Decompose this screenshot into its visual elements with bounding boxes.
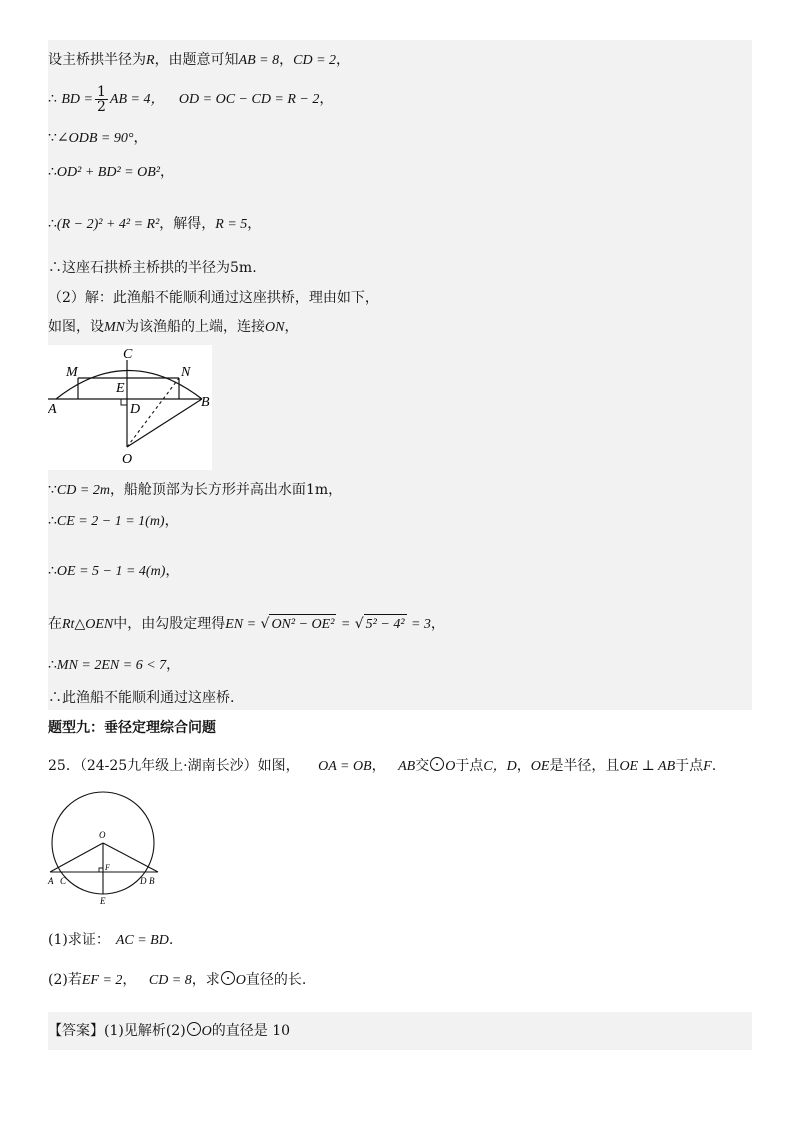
solution-line-5 [48, 214, 261, 235]
because: ∵ [48, 130, 57, 146]
math-1m: 1m [305, 482, 329, 498]
text: (2)若 [48, 972, 82, 988]
math-mn: MN = 2EN = 6 < 7 [56, 658, 167, 673]
text: . [168, 932, 174, 948]
math-ab: AB = 8 [238, 53, 280, 68]
math-bd: BD = [61, 92, 93, 107]
text: ， [319, 91, 334, 107]
sqrt-expr-2: 5² − 4² [364, 614, 407, 635]
math-triangle: Rt△OEN [62, 617, 114, 632]
text: . [252, 260, 257, 276]
circle-dot-icon [187, 1022, 201, 1036]
text: ， [159, 164, 174, 180]
fraction-half [95, 85, 108, 114]
label-m: M [66, 365, 78, 380]
math-cd: CD = 2 [293, 53, 337, 68]
text: . [711, 758, 717, 774]
frac-num: 1 [96, 83, 106, 100]
math-od: OD = OC − CD = R − 2 [178, 92, 320, 107]
solution-line-8 [48, 317, 298, 338]
therefore: ∴ [48, 657, 57, 673]
math-ac-bd: AC = BD [115, 933, 169, 948]
math-oa-ob: OA = OB [318, 759, 372, 774]
solution-line-2 [48, 84, 333, 115]
circle-figure [46, 790, 162, 908]
math-o: O [201, 1024, 212, 1039]
text: ，船舱顶部为长方形并高出水面 [109, 482, 306, 498]
solution-line-3 [48, 128, 147, 149]
text: ， [371, 758, 386, 774]
label-c: C [60, 876, 67, 886]
text: ， [279, 52, 294, 68]
solution-line-4 [48, 162, 174, 183]
math-ce: CE = 2 − 1 = 1(m) [56, 514, 165, 529]
therefore: ∴ [48, 513, 57, 529]
text: ， [247, 216, 262, 232]
text: ∴这座石拱桥主桥拱的半径为 [48, 260, 230, 276]
circle-dot-icon [430, 757, 444, 771]
answer-label: 【答案】 [48, 1023, 104, 1039]
text: 为该渔船的上端，连接 [125, 319, 265, 335]
text: 直径的长. [245, 972, 307, 988]
text: (1)求证： [48, 932, 110, 948]
math-equation: (R − 2)² + 4² = R² [56, 217, 160, 232]
math-3: = 3 [410, 617, 431, 632]
text: ， [166, 657, 181, 673]
math-mn: MN [104, 320, 125, 335]
math-cd: CD = 8 [148, 973, 192, 988]
text: ∴此渔船不能顺利通过这座桥. [48, 690, 235, 706]
label-f: F [105, 863, 110, 872]
therefore: ∴ [48, 164, 57, 180]
text: 如图，设 [48, 319, 104, 335]
label-b: B [201, 395, 210, 410]
math-points: C，D [483, 759, 517, 774]
question-1 [48, 930, 173, 951]
math-o: O [445, 759, 456, 774]
question-2 [48, 970, 306, 991]
math-ab4: AB = 4， [109, 92, 165, 107]
problem-source: （24-25九年级上·湖南长沙）如图， [79, 758, 300, 774]
text: ， [430, 616, 445, 632]
math-angle: ∠ODB = 90° [56, 131, 134, 146]
line-ob [103, 843, 158, 872]
math-cd2m: CD = 2m [56, 483, 110, 498]
therefore: ∴ [48, 91, 57, 107]
solution-line-13 [48, 655, 180, 676]
solution-line-12: 在Rt△OEN中，由勾股定理得EN = √ ON² − OE² = √ 5² − 4² = 3， [48, 614, 445, 635]
sqrt-expr-1: ON² − OE² [269, 614, 336, 635]
label-a: A [48, 876, 54, 886]
math-5m: 5m [230, 260, 253, 276]
math-eq: = [340, 617, 351, 632]
right-angle-mark [99, 868, 103, 872]
math-pythag: OD² + BD² = OB² [56, 165, 160, 180]
math-oe: OE = 5 − 1 = 4(m) [56, 564, 166, 579]
solution-line-9 [48, 480, 342, 501]
text: ， [133, 130, 148, 146]
solution-line-6 [48, 258, 257, 278]
text: 于点 [675, 758, 704, 774]
math-f: F [703, 759, 712, 774]
math-o: O [235, 973, 246, 988]
solution-line-1 [48, 50, 350, 71]
problem-number: 25． [48, 758, 80, 774]
math-result: R = 5 [215, 217, 248, 232]
text: ， [165, 563, 180, 579]
circle-dot-icon [221, 971, 235, 985]
solution-line-11 [48, 561, 179, 582]
label-d: D [130, 402, 141, 417]
text: ，求 [191, 972, 220, 988]
text: ， [284, 319, 299, 335]
math-en: EN = [225, 617, 257, 632]
label-o: O [122, 452, 133, 467]
math-oe: OE [530, 759, 550, 774]
bridge-figure [48, 345, 212, 470]
label-e: E [100, 896, 106, 906]
text: 于点 [455, 758, 484, 774]
text: ， [122, 972, 137, 988]
text: 设主桥拱半径为 [48, 52, 146, 68]
therefore: ∴ [48, 563, 57, 579]
solution-line-7 [48, 288, 379, 308]
math-on: ON [265, 320, 285, 335]
answer-line [48, 1021, 290, 1042]
text: 中，由勾股定理得 [113, 616, 226, 632]
section-title: 题型九：垂径定理综合问题 [48, 720, 216, 736]
problem-statement [48, 756, 716, 777]
label-a: A [48, 402, 57, 417]
text: （2）解：此渔船不能顺利通过这座拱桥，理由如下， [48, 290, 379, 306]
solution-line-10 [48, 511, 179, 532]
label-c: C [123, 347, 133, 362]
line-oa [50, 843, 103, 872]
math-ef: EF = 2 [81, 973, 123, 988]
label-d: D [140, 876, 147, 886]
text: 是半径，且 [549, 758, 620, 774]
math-R: R [146, 53, 155, 68]
text: ，由题意可知 [154, 52, 239, 68]
math-ab: AB [398, 759, 416, 774]
label-b: B [149, 876, 155, 886]
because: ∵ [48, 482, 57, 498]
text: ， [328, 482, 343, 498]
text: 在 [48, 616, 62, 632]
label-n: N [181, 365, 191, 380]
text: ， [336, 52, 351, 68]
solution-line-14 [48, 688, 234, 708]
math-perp: OE ⊥ AB [619, 759, 676, 774]
label-o: O [99, 830, 106, 840]
therefore: ∴ [48, 216, 57, 232]
text: (1)见解析(2) [104, 1023, 186, 1039]
text: 交 [415, 758, 430, 774]
label-e: E [116, 381, 125, 396]
frac-den: 2 [96, 98, 106, 115]
text: 的直径是 10 [211, 1023, 291, 1039]
text: ， [516, 758, 531, 774]
text: ， [164, 513, 179, 529]
text: ，解得， [159, 216, 216, 232]
